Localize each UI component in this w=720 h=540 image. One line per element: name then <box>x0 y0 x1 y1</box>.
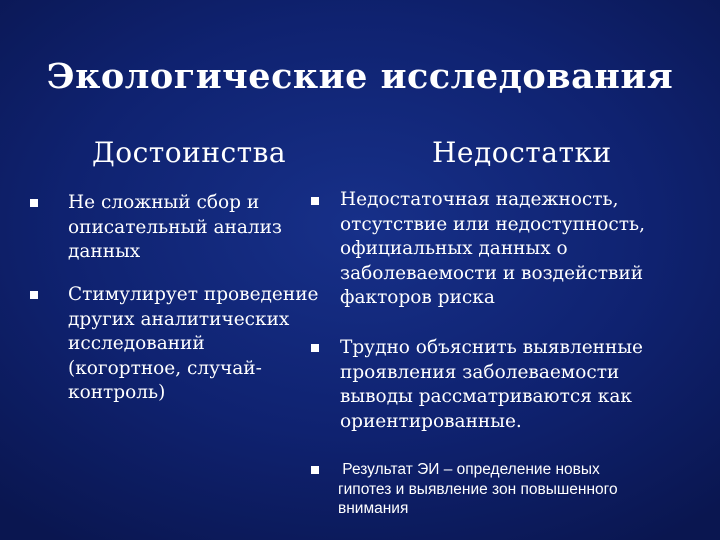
disadvantage-3-line-3: внимания <box>338 500 409 517</box>
disadvantage-1-line-4: заболеваемости и воздействий <box>340 262 644 284</box>
advantage-2-line-2: других аналитических <box>68 308 290 330</box>
advantage-1-line-2: описательный анализ <box>68 216 283 238</box>
advantage-2-line-3: исследований <box>68 333 205 354</box>
disadvantage-3-line-2: гипотез и выявление зон повышенного <box>338 480 618 498</box>
bullet-marker <box>311 344 319 352</box>
advantage-2-line-4: (когортное, случай- <box>68 357 262 379</box>
disadvantages-heading: Недостатки <box>432 136 612 169</box>
advantage-2-line-1: Стимулирует проведение <box>68 284 319 305</box>
advantage-item-2 <box>68 283 319 406</box>
disadvantage-1-line-1: Недостаточная надежность, <box>340 189 619 210</box>
disadvantage-item-3 <box>338 460 618 519</box>
disadvantage-item-2 <box>340 336 643 434</box>
disadvantage-3-line-1: Результат ЭИ – определение новых <box>338 461 600 478</box>
bullet-marker <box>311 466 319 474</box>
disadvantage-item-1 <box>340 188 645 311</box>
slide-title: Экологические исследования <box>46 56 674 97</box>
advantage-2-line-5: контроль) <box>68 382 166 403</box>
bullet-marker <box>311 197 319 205</box>
disadvantage-1-line-2: отсутствие или недоступность, <box>340 213 645 235</box>
disadvantage-2-line-4: ориентированные. <box>340 410 522 432</box>
bullet-marker <box>30 199 38 207</box>
advantage-1-line-1: Не сложный сбор и <box>68 192 260 213</box>
advantage-item-1 <box>68 191 282 265</box>
disadvantage-2-line-1: Трудно объяснить выявленные <box>340 337 643 358</box>
advantages-heading: Достоинства <box>92 136 287 169</box>
disadvantage-1-line-5: факторов риска <box>340 287 495 308</box>
disadvantage-1-line-3: официальных данных о <box>340 238 568 259</box>
bullet-marker <box>30 291 38 299</box>
disadvantage-2-line-3: выводы рассматриваются как <box>340 386 632 407</box>
advantage-1-line-3: данных <box>68 241 141 262</box>
disadvantage-2-line-2: проявления заболеваемости <box>340 361 620 383</box>
